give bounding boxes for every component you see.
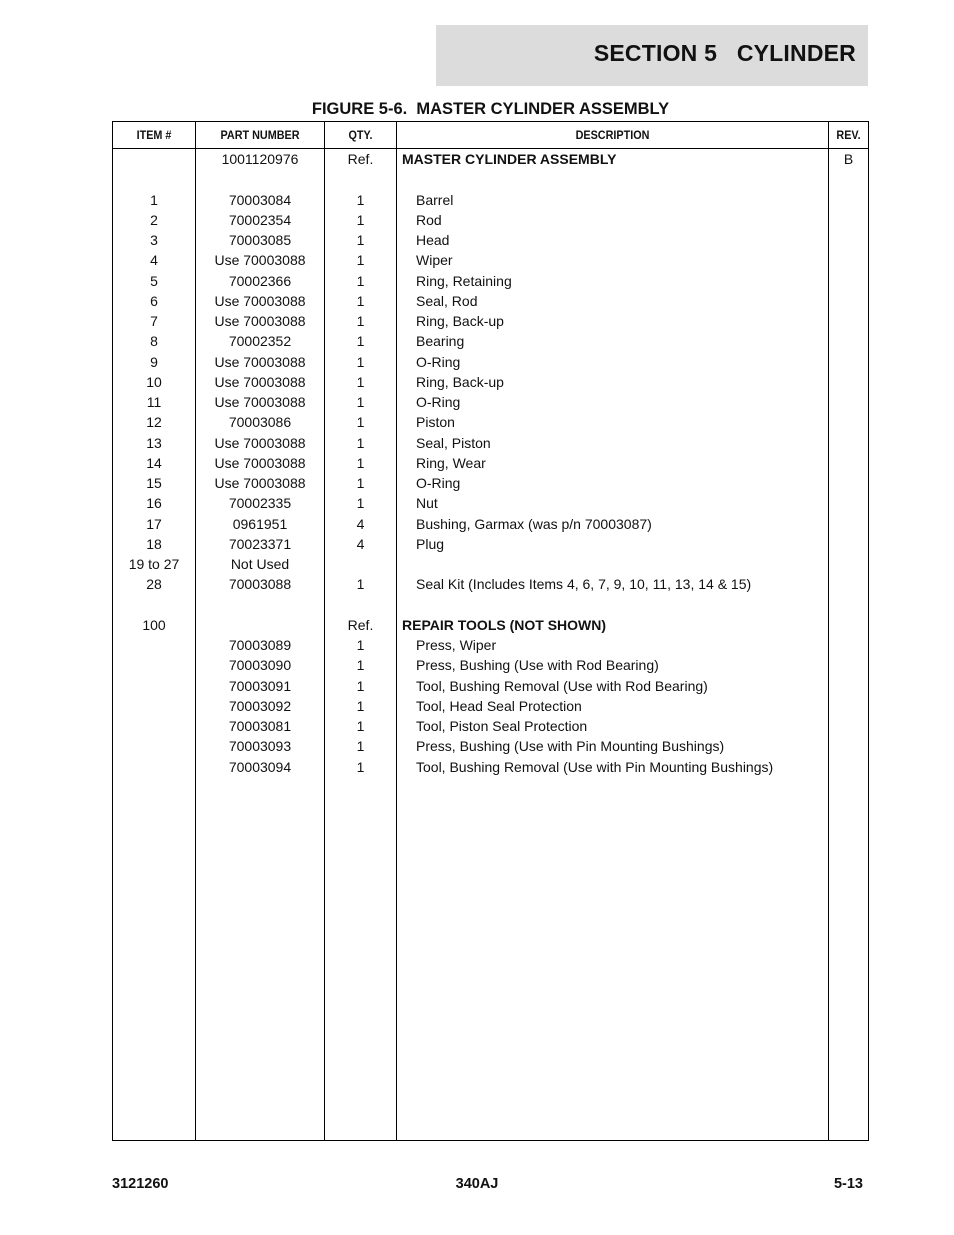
description: Bearing — [416, 333, 465, 350]
table-row — [113, 676, 868, 696]
quantity: 1 — [356, 272, 365, 289]
item-number: 18 — [146, 535, 162, 552]
part-number: Use 70003088 — [214, 454, 306, 471]
quantity: 1 — [356, 576, 365, 593]
table-row — [113, 352, 868, 372]
quantity: 1 — [356, 657, 365, 674]
description: Ring, Back-up — [416, 373, 504, 390]
table-row — [113, 453, 868, 473]
description: Tool, Piston Seal Protection — [416, 718, 588, 734]
table-row — [113, 372, 868, 392]
quantity: 1 — [356, 373, 365, 390]
item-number: 2 — [150, 211, 158, 228]
description: Piston — [416, 414, 455, 431]
part-number: 70003086 — [228, 414, 292, 431]
part-number: 70003085 — [228, 232, 292, 248]
quantity: Ref. — [347, 151, 374, 167]
table-header — [113, 122, 868, 149]
header-description: DESCRIPTION — [575, 128, 650, 142]
table-row — [113, 716, 868, 736]
description: Press, Bushing (Use with Pin Mounting Bushings) — [416, 738, 725, 755]
part-number: 70003088 — [228, 576, 292, 593]
table-row — [113, 615, 868, 635]
table-row — [113, 392, 868, 412]
description: Press, Wiper — [416, 637, 497, 653]
quantity: 1 — [356, 333, 365, 350]
part-number: 70023371 — [228, 535, 292, 552]
table-row — [113, 473, 868, 493]
description: Tool, Head Seal Protection — [416, 697, 582, 714]
quantity: 1 — [356, 353, 365, 370]
description: REPAIR TOOLS (NOT SHOWN) — [402, 616, 607, 633]
part-number: Use 70003088 — [214, 252, 306, 269]
header-rev: REV. — [836, 128, 861, 142]
table-row — [113, 230, 868, 250]
table-row — [113, 311, 868, 331]
part-number: Use 70003088 — [214, 373, 306, 390]
description: Ring, Retaining — [416, 272, 512, 289]
description: Tool, Bushing Removal (Use with Rod Bearing) — [416, 677, 708, 694]
item-number: 17 — [146, 515, 162, 532]
item-number: 1 — [150, 191, 158, 208]
table-row — [113, 493, 868, 513]
quantity: 1 — [356, 292, 365, 309]
table-row — [113, 210, 868, 230]
table-row — [113, 149, 868, 169]
table-row — [113, 291, 868, 311]
quantity: 1 — [356, 758, 365, 775]
part-number: 70002335 — [228, 495, 292, 512]
table-row — [113, 271, 868, 291]
item-number: 7 — [150, 313, 158, 329]
table-row — [113, 757, 868, 777]
quantity: 1 — [356, 394, 365, 410]
table-row — [113, 554, 868, 574]
table-row — [113, 514, 868, 534]
description: Rod — [416, 211, 442, 228]
part-number: 70003093 — [228, 738, 292, 755]
part-number: 70003091 — [228, 677, 292, 694]
table-row — [113, 250, 868, 270]
item-number: 8 — [150, 333, 158, 350]
header-part-number: PART NUMBER — [220, 128, 300, 142]
description: Ring, Back-up — [416, 313, 504, 329]
section-header — [436, 25, 868, 86]
part-number: 70003081 — [228, 718, 292, 734]
item-number: 11 — [146, 394, 162, 410]
item-number: 19 to 27 — [128, 556, 180, 572]
description: Press, Bushing (Use with Rod Bearing) — [416, 657, 659, 674]
item-number: 10 — [146, 373, 162, 390]
description: Plug — [416, 535, 445, 552]
quantity: Ref. — [347, 616, 374, 633]
part-number: Use 70003088 — [214, 475, 306, 491]
description: Head — [416, 232, 450, 248]
description: Seal, Rod — [416, 292, 478, 309]
item-number: 12 — [146, 414, 162, 431]
quantity: 1 — [356, 475, 365, 491]
table-row — [113, 433, 868, 453]
part-number: 0961951 — [232, 515, 288, 532]
quantity: 1 — [356, 434, 365, 451]
description: Seal Kit (Includes Items 4, 6, 7, 9, 10, 11, 13, 14 & 15) — [416, 576, 752, 593]
table-row — [113, 574, 868, 594]
description: Wiper — [416, 252, 453, 269]
quantity: 1 — [356, 454, 365, 471]
description: MASTER CYLINDER ASSEMBLY — [402, 151, 617, 167]
part-number: 70003089 — [228, 637, 292, 653]
table-row — [113, 635, 868, 655]
header-qty: QTY. — [348, 128, 373, 142]
footer-doc-number: 3121260 — [112, 1176, 169, 1192]
table-row — [113, 412, 868, 432]
part-number: 70003092 — [228, 697, 292, 714]
quantity: 1 — [356, 697, 365, 714]
quantity: 1 — [356, 191, 365, 208]
item-number: 3 — [150, 232, 158, 248]
item-number: 9 — [150, 353, 158, 370]
part-number: Use 70003088 — [214, 292, 306, 309]
table-row — [113, 534, 868, 554]
table-row — [113, 190, 868, 210]
section-title: SECTION 5 CYLINDER — [593, 40, 856, 66]
item-number: 100 — [142, 616, 166, 633]
quantity: 1 — [356, 637, 365, 653]
table-row — [113, 331, 868, 351]
description: O-Ring — [416, 353, 461, 370]
table-row — [113, 736, 868, 756]
description: Ring, Wear — [416, 454, 486, 471]
table-row — [113, 655, 868, 675]
table-row — [113, 696, 868, 716]
quantity: 1 — [356, 718, 365, 734]
table-row — [113, 169, 868, 189]
item-number: 16 — [146, 495, 162, 512]
quantity: 1 — [356, 313, 365, 329]
description: Bushing, Garmax (was p/n 70003087) — [416, 515, 652, 532]
part-number: Use 70003088 — [214, 313, 306, 329]
item-number: 13 — [146, 434, 162, 451]
table-row — [113, 595, 868, 615]
description: Seal, Piston — [416, 434, 491, 451]
footer-model: 340AJ — [455, 1176, 499, 1192]
item-number: 15 — [146, 475, 162, 491]
description: Barrel — [416, 191, 454, 208]
part-number: 70002366 — [228, 272, 292, 289]
header-item: ITEM # — [136, 128, 172, 142]
quantity: 4 — [356, 535, 365, 552]
part-number: Not Used — [230, 556, 290, 572]
part-number: Use 70003088 — [214, 394, 306, 410]
description: Nut — [416, 495, 438, 512]
quantity: 1 — [356, 495, 365, 512]
item-number: 4 — [150, 252, 158, 269]
part-number: 1001120976 — [221, 151, 299, 167]
quantity: 1 — [356, 414, 365, 431]
part-number: 70003084 — [228, 191, 292, 208]
part-number: 70003094 — [228, 758, 292, 775]
item-number: 5 — [150, 272, 158, 289]
revision: B — [843, 151, 854, 167]
figure-title: FIGURE 5-6. MASTER CYLINDER ASSEMBLY — [311, 100, 670, 118]
part-number: 70003090 — [228, 657, 292, 674]
item-number: 6 — [150, 292, 158, 309]
part-number: Use 70003088 — [214, 434, 306, 451]
table-body — [113, 149, 868, 777]
quantity: 1 — [356, 677, 365, 694]
description: O-Ring — [416, 394, 461, 410]
quantity: 1 — [356, 252, 365, 269]
quantity: 1 — [356, 738, 365, 755]
part-number: Use 70003088 — [214, 353, 306, 370]
item-number: 28 — [146, 576, 162, 593]
part-number: 70002352 — [228, 333, 292, 350]
item-number: 14 — [146, 454, 162, 471]
footer-page-number: 5-13 — [833, 1176, 863, 1192]
part-number: 70002354 — [228, 211, 292, 228]
description: Tool, Bushing Removal (Use with Pin Mounting Bushings) — [416, 758, 774, 775]
quantity: 1 — [356, 211, 365, 228]
description: O-Ring — [416, 475, 461, 491]
quantity: 4 — [356, 515, 365, 532]
parts-table — [112, 121, 869, 1141]
quantity: 1 — [356, 232, 365, 248]
